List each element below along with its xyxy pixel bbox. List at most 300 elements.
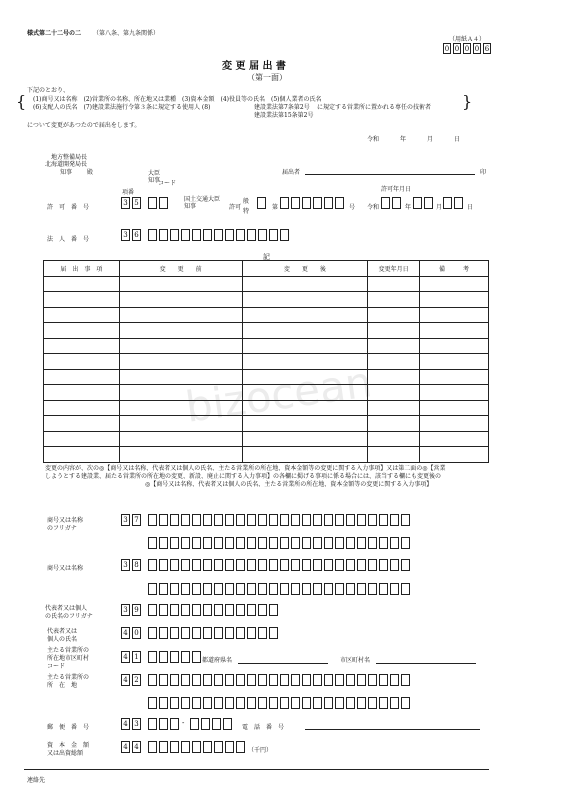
table-cell[interactable] — [420, 276, 489, 292]
input-digit[interactable] — [379, 583, 388, 595]
input-digit[interactable] — [346, 674, 355, 686]
table-cell[interactable] — [242, 447, 368, 463]
name-boxes-row2[interactable] — [148, 583, 412, 595]
input-digit[interactable] — [214, 537, 223, 549]
input-digit[interactable] — [269, 697, 278, 709]
table-cell[interactable] — [242, 276, 368, 292]
input-digit[interactable] — [247, 229, 256, 241]
corporate-number-boxes[interactable] — [148, 229, 291, 241]
input-digit[interactable] — [214, 741, 223, 753]
input-digit[interactable] — [159, 604, 168, 616]
table-cell[interactable] — [420, 416, 489, 432]
form-code-boxes — [443, 43, 493, 54]
table-cell[interactable] — [420, 354, 489, 370]
input-digit[interactable] — [170, 559, 179, 571]
input-digit[interactable] — [148, 741, 157, 753]
table-cell[interactable] — [242, 338, 368, 354]
table-cell[interactable] — [368, 323, 420, 339]
input-digit[interactable] — [214, 627, 223, 639]
input-digit[interactable] — [368, 674, 377, 686]
input-digit[interactable] — [148, 697, 157, 709]
input-digit[interactable] — [223, 718, 232, 730]
input-digit[interactable] — [203, 514, 212, 526]
input-digit[interactable] — [313, 697, 322, 709]
input-digit[interactable] — [302, 697, 311, 709]
input-digit[interactable] — [291, 697, 300, 709]
input-digit[interactable] — [401, 514, 410, 526]
input-digit[interactable] — [203, 627, 212, 639]
input-digit[interactable] — [280, 674, 289, 686]
table-cell[interactable] — [242, 369, 368, 385]
table-cell[interactable] — [44, 385, 120, 401]
input-digit[interactable] — [148, 604, 157, 616]
input-digit[interactable] — [357, 559, 366, 571]
table-cell[interactable] — [119, 307, 242, 323]
input-digit[interactable] — [159, 697, 168, 709]
input-digit[interactable] — [247, 559, 256, 571]
input-digit[interactable] — [335, 674, 344, 686]
input-digit[interactable] — [203, 697, 212, 709]
input-digit[interactable] — [368, 537, 377, 549]
input-digit[interactable] — [159, 514, 168, 526]
permit-year-boxes[interactable] — [381, 197, 403, 209]
input-digit[interactable] — [225, 537, 234, 549]
table-cell[interactable] — [368, 447, 420, 463]
input-digit[interactable] — [148, 229, 157, 241]
input-digit[interactable] — [291, 583, 300, 595]
input-digit[interactable] — [236, 697, 245, 709]
input-digit[interactable] — [443, 197, 452, 209]
table-cell[interactable] — [420, 431, 489, 447]
table-cell[interactable] — [44, 276, 120, 292]
input-digit[interactable] — [258, 229, 267, 241]
table-cell[interactable] — [119, 447, 242, 463]
input-digit[interactable] — [181, 627, 190, 639]
table-cell[interactable] — [242, 416, 368, 432]
input-digit[interactable] — [201, 718, 210, 730]
table-cell[interactable] — [368, 354, 420, 370]
right-brace: } — [462, 92, 473, 111]
input-digit[interactable] — [335, 537, 344, 549]
input-digit[interactable] — [192, 674, 201, 686]
table-cell[interactable] — [420, 292, 489, 308]
input-digit[interactable] — [324, 197, 333, 209]
input-digit[interactable] — [247, 514, 256, 526]
office-code-boxes[interactable] — [148, 651, 203, 663]
input-digit[interactable] — [192, 229, 201, 241]
input-digit[interactable] — [379, 559, 388, 571]
input-digit[interactable] — [203, 583, 212, 595]
input-digit[interactable] — [258, 697, 267, 709]
input-digit[interactable] — [269, 604, 278, 616]
input-digit[interactable] — [390, 697, 399, 709]
input-digit[interactable] — [335, 559, 344, 571]
input-digit[interactable] — [357, 674, 366, 686]
input-digit[interactable] — [280, 583, 289, 595]
input-digit[interactable] — [225, 583, 234, 595]
input-digit[interactable] — [357, 697, 366, 709]
permit-number-boxes[interactable] — [280, 197, 346, 209]
input-digit[interactable] — [236, 741, 245, 753]
input-digit[interactable] — [346, 697, 355, 709]
table-cell[interactable] — [119, 400, 242, 416]
input-digit[interactable] — [280, 697, 289, 709]
input-digit[interactable] — [181, 674, 190, 686]
input-digit[interactable] — [203, 741, 212, 753]
input-digit[interactable] — [181, 697, 190, 709]
input-digit[interactable] — [324, 583, 333, 595]
header-after: 変 更 後 — [242, 261, 368, 277]
input-digit[interactable] — [148, 583, 157, 595]
table-cell[interactable] — [242, 400, 368, 416]
table-cell[interactable] — [44, 338, 120, 354]
input-digit[interactable] — [159, 741, 168, 753]
table-cell[interactable] — [44, 307, 120, 323]
input-digit[interactable] — [424, 197, 433, 209]
input-digit[interactable] — [225, 674, 234, 686]
input-digit[interactable] — [454, 197, 463, 209]
rep-kana-boxes[interactable] — [148, 604, 280, 616]
table-cell[interactable] — [368, 416, 420, 432]
permit-month-boxes[interactable] — [413, 197, 435, 209]
input-digit[interactable] — [225, 741, 234, 753]
input-digit[interactable] — [392, 197, 401, 209]
postal-boxes-b[interactable] — [190, 718, 234, 730]
input-digit[interactable] — [302, 537, 311, 549]
input-digit[interactable] — [170, 627, 179, 639]
input-digit[interactable] — [313, 197, 322, 209]
input-digit[interactable] — [159, 229, 168, 241]
input-digit[interactable] — [247, 604, 256, 616]
input-digit[interactable] — [346, 559, 355, 571]
table-cell[interactable] — [44, 369, 120, 385]
input-digit[interactable] — [192, 741, 201, 753]
table-cell[interactable] — [420, 307, 489, 323]
permit-type-box[interactable] — [257, 197, 268, 209]
table-cell[interactable] — [420, 400, 489, 416]
input-digit[interactable] — [302, 197, 311, 209]
input-digit[interactable] — [313, 514, 322, 526]
input-digit[interactable] — [291, 537, 300, 549]
input-digit[interactable] — [192, 583, 201, 595]
input-digit[interactable] — [181, 651, 190, 663]
table-cell[interactable] — [119, 369, 242, 385]
input-digit[interactable] — [401, 537, 410, 549]
input-digit[interactable] — [170, 537, 179, 549]
table-cell[interactable] — [242, 292, 368, 308]
input-digit[interactable] — [192, 537, 201, 549]
input-digit[interactable] — [192, 559, 201, 571]
input-digit[interactable] — [324, 697, 333, 709]
input-digit[interactable] — [192, 697, 201, 709]
input-digit[interactable] — [291, 674, 300, 686]
input-digit[interactable] — [181, 741, 190, 753]
input-digit[interactable] — [159, 718, 168, 730]
table-cell[interactable] — [368, 292, 420, 308]
postal-boxes-a[interactable] — [148, 718, 181, 730]
input-digit[interactable] — [192, 651, 201, 663]
table-cell[interactable] — [119, 354, 242, 370]
input-digit[interactable] — [159, 559, 168, 571]
input-digit[interactable] — [203, 537, 212, 549]
input-digit[interactable] — [148, 537, 157, 549]
table-cell[interactable] — [420, 385, 489, 401]
input-digit[interactable] — [236, 559, 245, 571]
input-digit[interactable] — [225, 697, 234, 709]
input-digit[interactable] — [214, 697, 223, 709]
input-digit[interactable] — [225, 559, 234, 571]
input-digit[interactable] — [258, 627, 267, 639]
table-cell[interactable] — [420, 369, 489, 385]
table-cell[interactable] — [44, 323, 120, 339]
input-digit[interactable] — [335, 514, 344, 526]
input-digit[interactable] — [170, 718, 179, 730]
input-digit[interactable] — [346, 583, 355, 595]
input-digit[interactable] — [159, 537, 168, 549]
table-cell[interactable] — [44, 354, 120, 370]
input-digit[interactable] — [269, 229, 278, 241]
input-digit[interactable] — [302, 559, 311, 571]
input-digit[interactable] — [313, 674, 322, 686]
input-digit[interactable] — [236, 674, 245, 686]
input-digit[interactable] — [181, 583, 190, 595]
table-cell[interactable] — [420, 447, 489, 463]
phone-label: 電 話 番 号 — [242, 724, 285, 731]
input-digit[interactable] — [236, 583, 245, 595]
input-digit[interactable] — [368, 697, 377, 709]
input-digit[interactable] — [148, 627, 157, 639]
input-digit[interactable] — [258, 583, 267, 595]
permit-day-boxes[interactable] — [443, 197, 465, 209]
input-digit[interactable] — [401, 559, 410, 571]
input-digit[interactable] — [148, 559, 157, 571]
input-digit[interactable] — [181, 559, 190, 571]
input-digit[interactable] — [291, 559, 300, 571]
table-cell[interactable] — [368, 400, 420, 416]
input-digit[interactable] — [280, 537, 289, 549]
table-cell[interactable] — [368, 276, 420, 292]
table-cell[interactable] — [119, 292, 242, 308]
input-digit[interactable] — [236, 627, 245, 639]
input-digit[interactable] — [390, 537, 399, 549]
input-digit[interactable] — [269, 537, 278, 549]
table-cell[interactable] — [242, 385, 368, 401]
input-digit[interactable] — [159, 583, 168, 595]
input-digit[interactable] — [291, 514, 300, 526]
input-digit[interactable] — [401, 674, 410, 686]
input-digit[interactable] — [181, 229, 190, 241]
input-digit[interactable] — [170, 741, 179, 753]
input-digit[interactable] — [258, 514, 267, 526]
input-digit[interactable] — [258, 559, 267, 571]
input-digit[interactable] — [214, 674, 223, 686]
input-digit[interactable] — [159, 197, 168, 209]
input-digit[interactable] — [390, 583, 399, 595]
table-cell[interactable] — [44, 416, 120, 432]
table-cell[interactable] — [119, 338, 242, 354]
input-digit[interactable] — [381, 197, 390, 209]
input-digit[interactable] — [269, 674, 278, 686]
input-digit[interactable] — [225, 229, 234, 241]
input-digit[interactable] — [159, 627, 168, 639]
input-digit[interactable] — [357, 514, 366, 526]
input-digit[interactable] — [390, 514, 399, 526]
input-digit[interactable] — [302, 514, 311, 526]
input-digit[interactable] — [324, 537, 333, 549]
table-cell[interactable] — [368, 385, 420, 401]
input-digit[interactable] — [335, 583, 344, 595]
input-digit[interactable] — [368, 583, 377, 595]
input-digit[interactable] — [181, 604, 190, 616]
input-digit[interactable] — [280, 514, 289, 526]
table-cell[interactable] — [44, 400, 120, 416]
input-digit[interactable] — [280, 229, 289, 241]
input-digit[interactable] — [203, 229, 212, 241]
permit-authority-boxes[interactable] — [148, 197, 170, 209]
input-digit[interactable] — [269, 627, 278, 639]
input-digit[interactable] — [214, 559, 223, 571]
input-digit[interactable] — [324, 559, 333, 571]
input-digit[interactable] — [247, 537, 256, 549]
table-cell[interactable] — [368, 431, 420, 447]
input-digit[interactable] — [159, 674, 168, 686]
input-digit[interactable] — [379, 697, 388, 709]
table-cell[interactable] — [368, 338, 420, 354]
input-digit[interactable] — [247, 627, 256, 639]
table-cell[interactable] — [44, 447, 120, 463]
input-digit[interactable] — [170, 583, 179, 595]
input-digit[interactable] — [170, 229, 179, 241]
input-digit[interactable] — [379, 674, 388, 686]
input-digit[interactable] — [236, 537, 245, 549]
input-digit[interactable] — [247, 697, 256, 709]
input-digit[interactable] — [170, 604, 179, 616]
input-digit[interactable] — [192, 604, 201, 616]
rep-name-boxes[interactable] — [148, 627, 280, 639]
input-digit[interactable] — [302, 674, 311, 686]
input-digit[interactable] — [148, 718, 157, 730]
input-digit[interactable] — [170, 651, 179, 663]
input-digit[interactable] — [269, 514, 278, 526]
input-digit[interactable] — [181, 514, 190, 526]
table-cell[interactable] — [119, 323, 242, 339]
input-digit[interactable] — [203, 674, 212, 686]
table-cell[interactable] — [242, 307, 368, 323]
office-addr-boxes-row1[interactable] — [148, 674, 412, 686]
input-digit[interactable] — [258, 604, 267, 616]
input-digit[interactable] — [214, 583, 223, 595]
input-digit[interactable] — [401, 583, 410, 595]
input-digit[interactable] — [379, 514, 388, 526]
input-digit[interactable] — [236, 604, 245, 616]
input-digit[interactable] — [258, 537, 267, 549]
input-digit[interactable] — [280, 197, 289, 209]
input-digit[interactable] — [357, 583, 366, 595]
table-cell[interactable] — [368, 369, 420, 385]
input-digit[interactable] — [190, 718, 199, 730]
input-digit[interactable] — [413, 197, 422, 209]
input-digit[interactable] — [257, 197, 266, 209]
input-digit[interactable] — [236, 514, 245, 526]
input-digit[interactable] — [313, 537, 322, 549]
name-kana-boxes-row1[interactable] — [148, 514, 412, 526]
input-digit[interactable] — [225, 627, 234, 639]
input-digit[interactable] — [302, 583, 311, 595]
input-digit[interactable] — [247, 583, 256, 595]
input-digit[interactable] — [170, 514, 179, 526]
input-digit[interactable] — [357, 537, 366, 549]
input-digit[interactable] — [335, 197, 344, 209]
input-digit[interactable] — [203, 559, 212, 571]
input-digit[interactable] — [148, 651, 157, 663]
input-digit[interactable] — [280, 559, 289, 571]
input-digit[interactable] — [379, 537, 388, 549]
input-digit[interactable] — [313, 559, 322, 571]
input-digit[interactable] — [214, 604, 223, 616]
table-cell[interactable] — [119, 276, 242, 292]
input-digit[interactable] — [368, 559, 377, 571]
name-boxes-row1[interactable] — [148, 559, 412, 571]
input-digit[interactable] — [181, 537, 190, 549]
input-digit[interactable] — [313, 583, 322, 595]
office-addr-boxes-row2[interactable] — [148, 697, 412, 709]
input-digit[interactable] — [214, 229, 223, 241]
input-digit[interactable] — [170, 697, 179, 709]
input-digit[interactable] — [148, 197, 157, 209]
capital-boxes[interactable] — [148, 741, 247, 753]
input-digit[interactable] — [335, 697, 344, 709]
input-digit[interactable] — [148, 514, 157, 526]
input-digit[interactable] — [247, 674, 256, 686]
table-cell[interactable] — [44, 292, 120, 308]
input-digit[interactable] — [214, 514, 223, 526]
input-digit[interactable] — [236, 229, 245, 241]
input-digit[interactable] — [346, 537, 355, 549]
input-digit[interactable] — [212, 718, 221, 730]
input-digit[interactable] — [269, 559, 278, 571]
table-cell[interactable] — [420, 338, 489, 354]
input-digit[interactable] — [346, 514, 355, 526]
table-cell[interactable] — [242, 354, 368, 370]
table-cell[interactable] — [119, 431, 242, 447]
input-digit[interactable] — [324, 674, 333, 686]
input-digit[interactable] — [192, 514, 201, 526]
input-digit[interactable] — [368, 514, 377, 526]
table-cell[interactable] — [242, 323, 368, 339]
name-kana-boxes-row2[interactable] — [148, 537, 412, 549]
input-digit[interactable] — [159, 651, 168, 663]
input-digit[interactable] — [390, 559, 399, 571]
input-digit[interactable] — [170, 674, 179, 686]
input-digit[interactable] — [291, 197, 300, 209]
table-cell[interactable] — [368, 307, 420, 323]
input-digit[interactable] — [390, 674, 399, 686]
input-digit[interactable] — [401, 697, 410, 709]
input-digit[interactable] — [269, 583, 278, 595]
input-digit[interactable] — [225, 604, 234, 616]
input-digit[interactable] — [324, 514, 333, 526]
input-digit[interactable] — [225, 514, 234, 526]
input-digit[interactable] — [203, 604, 212, 616]
table-cell[interactable] — [119, 416, 242, 432]
table-cell[interactable] — [242, 431, 368, 447]
table-cell[interactable] — [119, 385, 242, 401]
input-digit[interactable] — [148, 674, 157, 686]
table-cell[interactable] — [44, 431, 120, 447]
input-digit[interactable] — [192, 627, 201, 639]
input-digit[interactable] — [258, 674, 267, 686]
table-cell[interactable] — [420, 323, 489, 339]
